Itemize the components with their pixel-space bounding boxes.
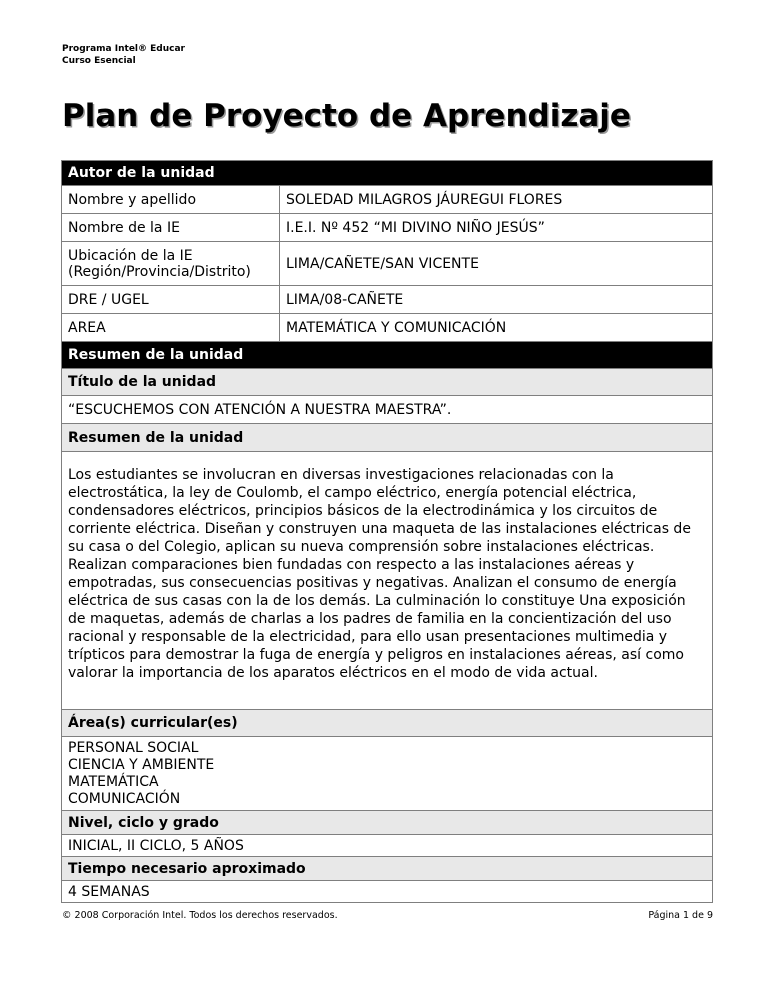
summary-text-row — [61, 452, 713, 710]
author-section-header: Autor de la unidad — [61, 160, 713, 186]
row-value: I.E.I. Nº 452 “MI DIVINO NIÑO JESÚS” — [286, 219, 545, 236]
time-value-row: 4 SEMANAS — [61, 881, 713, 903]
list-item: PERSONAL SOCIAL — [68, 740, 199, 756]
list-item: MATEMÁTICA — [68, 774, 159, 790]
plan-table — [61, 160, 713, 903]
list-item: CIENCIA Y AMBIENTE — [68, 757, 215, 773]
time-label-row: Tiempo necesario aproximado — [61, 857, 713, 881]
table-row — [61, 242, 713, 286]
row-value: LIMA/CAÑETE/SAN VICENTE — [286, 255, 479, 272]
document-header — [62, 43, 185, 67]
page-title: Plan de Proyecto de Aprendizaje — [62, 98, 631, 134]
row-label: Nombre y apellido — [62, 186, 280, 213]
summary-label-row: Resumen de la unidad — [61, 424, 713, 452]
level-label-row: Nivel, ciclo y grado — [61, 811, 713, 835]
summary-section-header: Resumen de la unidad — [61, 342, 713, 369]
row-value: SOLEDAD MILAGROS JÁUREGUI FLORES — [286, 191, 563, 208]
row-label: DRE / UGEL — [62, 286, 280, 313]
unit-title-label-row: Título de la unidad — [61, 369, 713, 396]
footer-page-number: Página 1 de 9 — [648, 910, 713, 921]
level-value-row: INICIAL, II CICLO, 5 AÑOS — [61, 835, 713, 857]
footer-copyright: © 2008 Corporación Intel. Todos los derechos reservados. — [62, 910, 338, 921]
table-row — [61, 214, 713, 242]
row-value: MATEMÁTICA Y COMUNICACIÓN — [286, 319, 507, 336]
curricular-areas-label-row: Área(s) curricular(es) — [61, 710, 713, 737]
list-item: COMUNICACIÓN — [68, 791, 181, 807]
curricular-areas-row — [61, 737, 713, 811]
summary-paragraph: Los estudiantes se involucran en diversas investigaciones relacionadas con la electrostática, la ley de Coulomb, el campo eléctrico, energía potencial eléctrica, condensadores eléctricos, principios básicos de la electrodinámica y los circuitos de corriente eléctrica. Diseñan y construyen una maqueta de las instalaciones eléctricas de su casa o del Colegio, aplican su nueva comprensión sobre instalaciones eléctricas. Realizan comparaciones bien fundadas con respecto a las instalaciones aéreas y empotradas, sus consecuencias positivas y negativas. Analizan el consumo de energía eléctrica de sus casas con la de los demás. La culminación lo constituye Una exposición de maquetas, además de charlas a los padres de familia en la concientización del uso racional y responsable de la electricidad, para ello usan presentaciones multimedia y trípticos para demostrar la fuga de energía y peligros en instalaciones aéreas, así como valorar la importancia de los aparatos eléctricos en el modo de vida actual. — [68, 467, 691, 681]
course-name: Curso Esencial — [62, 56, 136, 66]
row-value: LIMA/08-CAÑETE — [286, 291, 404, 308]
program-name: Programa Intel® Educar — [62, 44, 185, 54]
curricular-areas-list — [62, 737, 712, 810]
row-label: AREA — [62, 314, 280, 341]
table-row — [61, 186, 713, 214]
row-label: Ubicación de la IE (Región/Provincia/Distrito) — [62, 242, 280, 285]
table-row — [61, 314, 713, 342]
unit-title-value-row: “ESCUCHEMOS CON ATENCIÓN A NUESTRA MAESTRA”. — [61, 396, 713, 424]
table-row — [61, 286, 713, 314]
row-label: Nombre de la IE — [62, 214, 280, 241]
